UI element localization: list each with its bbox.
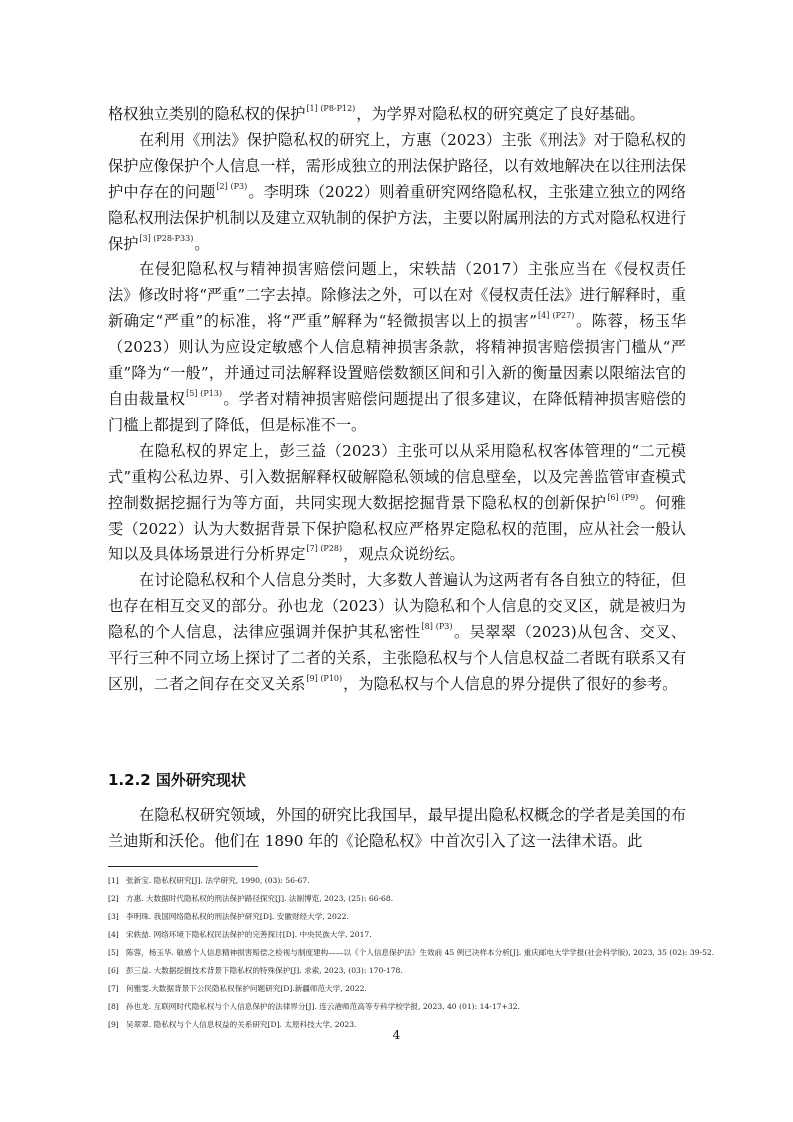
paragraph-text: 。吴翠翠（2023)从包含、交叉、平行三种不同立场上探讨了二者的关系，主张隐私权与个人信息权益二者既有联系又有区别，二者之间存在交叉关系 bbox=[108, 623, 687, 693]
paragraph-text: ，观点众说纷纭。 bbox=[343, 545, 465, 564]
footnote bbox=[108, 872, 708, 890]
footnote-number: [1] bbox=[108, 876, 119, 885]
page-number: 4 bbox=[392, 1028, 401, 1042]
footnote-number: [6] bbox=[108, 966, 119, 975]
footnote-number: [7] bbox=[108, 984, 119, 993]
footnotes bbox=[108, 872, 715, 1034]
footnote-text: 陈蓉，杨玉华. 敏感个人信息精神损害赔偿之检视与制度建构——以《个人信息保护法》生效前 45 例已决样本分析[J]. 重庆邮电大学学报(社会科学版), 2023, 35 (02): 39-52. bbox=[126, 948, 715, 957]
paragraph-text: 在利用《刑法》保护隐私权的研究上，方惠（2023）主张《刑法》对于隐私权的保护应像保护个人信息一样，需形成独立的刑法保护路径，以有效地解决在以往刑法保护中存在的问题 bbox=[108, 130, 686, 201]
footnote-number: [5] bbox=[108, 948, 119, 957]
footnote-text: 宋轶喆. 网络环境下隐私权民法保护的完善探讨[D]. 中央民族大学, 2017. bbox=[126, 930, 372, 939]
footnote-text: 张新宝. 隐私权研究[J]. 法学研究, 1990, (03): 56-67. bbox=[126, 876, 310, 885]
paragraph bbox=[108, 568, 686, 698]
citation-reference: [6] (P9) bbox=[607, 492, 639, 502]
footnote bbox=[108, 908, 708, 926]
footnote bbox=[108, 998, 708, 1016]
body-text bbox=[108, 102, 686, 698]
citation-reference: [5] (P13) bbox=[186, 388, 223, 398]
footnote-divider bbox=[108, 866, 258, 867]
paragraph bbox=[108, 102, 686, 128]
paragraph bbox=[108, 257, 686, 438]
footnote-text: 彭三益. 大数据挖掘技术背景下隐私权的特殊保护[J]. 求索, 2023, (03): 170-178. bbox=[126, 966, 403, 975]
footnote bbox=[108, 890, 708, 908]
paragraph-text: 。陈蓉，杨玉华（2023）则认为应设定敏感个人信息精神损害条款，将精神损害赔偿损害门槛从“严重”降为“一般”，并通过司法解释设置赔偿数额区间和引入新的衡量因素以限缩法官的自由裁量权 bbox=[108, 312, 687, 408]
footnote-number: [8] bbox=[108, 1002, 119, 1011]
citation-reference: [1] (P8-P12) bbox=[306, 104, 356, 113]
paragraph-text: 格权独立类别的隐私权的保护 bbox=[108, 105, 306, 123]
footnote-number: [3] bbox=[108, 912, 119, 921]
footnote-text: 孙也龙. 互联网时代隐私权与个人信息保护的法律界分[J]. 连云港师范高等专科学校学报, 2023, 40 (01): 14-17+32. bbox=[126, 1002, 520, 1011]
paragraph-text: 。 bbox=[194, 234, 210, 253]
paragraph-text: 在隐私权的界定上，彭三益（2023）主张可以从采用隐私权客体管理的“二元模式”重构公私边界、引入数据解释权破解隐私领域的信息壁垒，以及完善监管审查模式控制数据挖掘行为等方面，共同实现大数据挖掘背景下隐私权的创新保护 bbox=[108, 441, 686, 512]
paragraph bbox=[108, 803, 686, 855]
footnote-text: 吴翠翠. 隐私权与个人信息权益的关系研究[D]. 太原科技大学, 2023. bbox=[126, 1020, 357, 1029]
citation-reference: [7] (P28) bbox=[306, 544, 343, 554]
body-text-continued bbox=[108, 803, 686, 855]
section-heading: 1.2.2 国外研究现状 bbox=[108, 771, 246, 789]
paragraph-text: ，为学界对隐私权的研究奠定了良好基础。 bbox=[356, 105, 645, 123]
footnote-number: [9] bbox=[108, 1020, 119, 1029]
footnote-number: [4] bbox=[108, 930, 119, 939]
paragraph bbox=[108, 128, 686, 258]
footnote bbox=[108, 980, 708, 998]
paragraph-text: 。何雅雯（2022）认为大数据背景下保护隐私权应严格界定隐私权的范围，应从社会一般认知以及具体场景进行分析界定 bbox=[108, 493, 687, 564]
paragraph-text: 在讨论隐私权和个人信息分类时，大多数人普遍认为这两者有各自独立的特征，但也存在相互交叉的部分。孙也龙（2023）认为隐私和个人信息的交叉区，就是被归为隐私的个人信息，法律应强调并保护其私密性 bbox=[108, 571, 686, 642]
paragraph-text: 。学者对精神损害赔偿问题提出了很多建议，在降低精神损害赔偿的门槛上都提到了降低，但是标准不一。 bbox=[108, 389, 687, 434]
paragraph bbox=[108, 439, 686, 569]
paragraph-text: 在侵犯隐私权与精神损害赔偿问题上，宋轶喆（2017）主张应当在《侵权责任法》修改时将“严重”二字去掉。除修法之外，可以在对《侵权责任法》进行解释时，重新确定“严重”的标准，将“严重”解释为“轻微损害以上的损害” bbox=[108, 260, 686, 331]
footnote bbox=[108, 926, 708, 944]
footnote-text: 李明珠. 我国网络隐私权的刑法保护研究[D]. 安徽财经大学, 2022. bbox=[126, 912, 349, 921]
footnote-number: [2] bbox=[108, 894, 119, 903]
footnote bbox=[108, 962, 708, 980]
paragraph-text: 在隐私权研究领域，外国的研究比我国早，最早提出隐私权概念的学者是美国的布兰迪斯和沃伦。他们在 1890 年的《论隐私权》中首次引入了这一法律术语。此 bbox=[108, 806, 686, 850]
footnote-text: 方惠. 大数据时代隐私权的刑法保护路径探究[J]. 法制博览, 2023, (25): 66-68. bbox=[126, 894, 394, 903]
paragraph-text: ，为隐私权与个人信息的界分提供了很好的参考。 bbox=[343, 674, 678, 693]
citation-reference: [8] (P3) bbox=[421, 622, 453, 632]
footnote bbox=[108, 944, 715, 962]
citation-reference: [9] (P10) bbox=[306, 673, 343, 683]
citation-reference: [2] (P3) bbox=[216, 181, 248, 191]
paragraph-text: 。李明珠（2022）则着重研究网络隐私权，主张建立独立的网络隐私权刑法保护机制以及建立双轨制的保护方法，主要以附属刑法的方式对隐私权进行保护 bbox=[108, 182, 687, 253]
citation-reference: [3] (P28-P33) bbox=[139, 233, 194, 243]
citation-reference: [4] (P27) bbox=[538, 311, 575, 321]
footnote-text: 何雅雯.大数据背景下公民隐私权保护问题研究[D].新疆师范大学, 2022. bbox=[126, 984, 367, 993]
